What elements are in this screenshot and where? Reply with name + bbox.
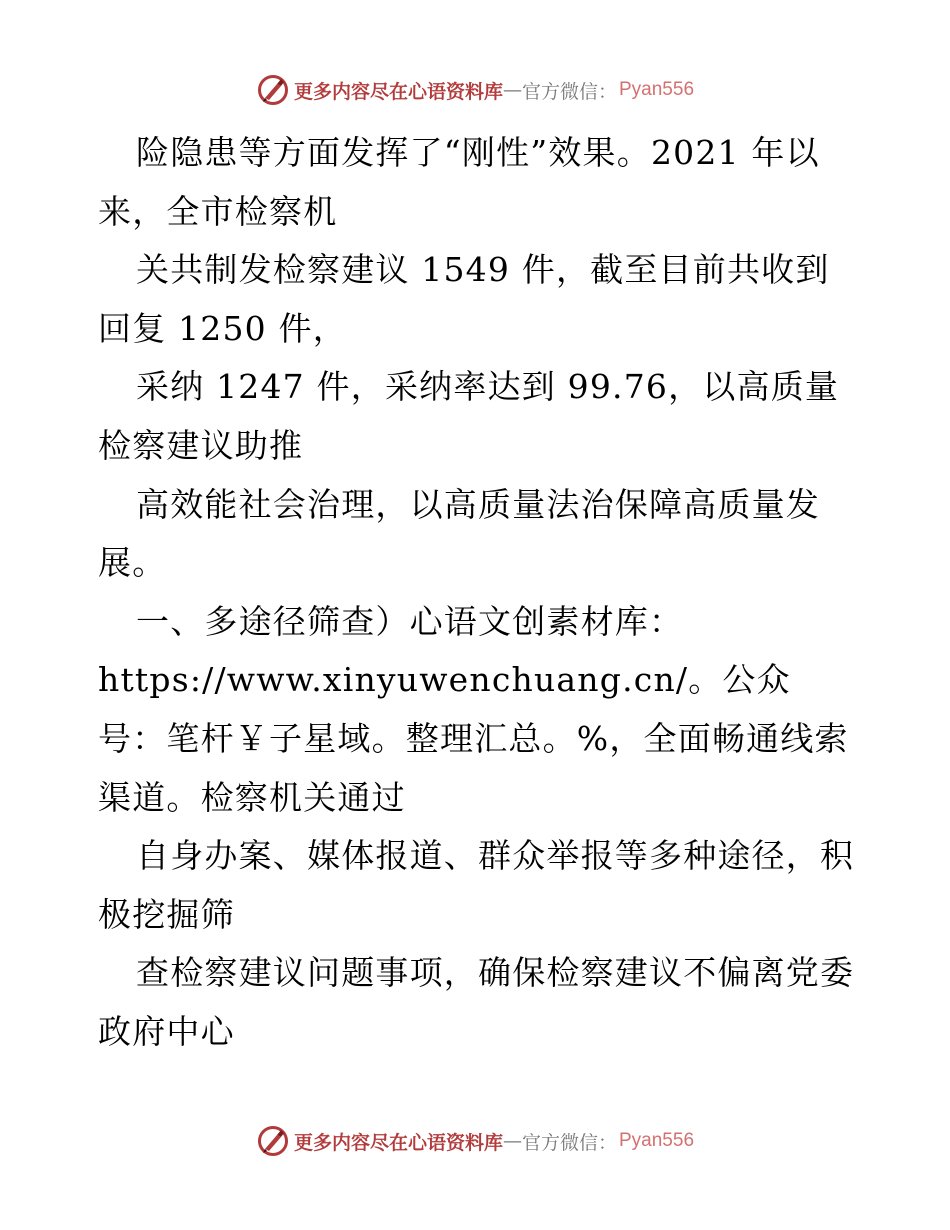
banner-dash: — xyxy=(502,79,522,101)
header-banner xyxy=(0,70,950,110)
pen-logo-icon xyxy=(256,1124,290,1158)
document-body xyxy=(98,124,858,1062)
banner-text xyxy=(294,1128,694,1155)
body-paragraph: 高效能社会治理，以高质量法治保障高质量发展。 xyxy=(98,484,820,583)
body-paragraph: 关共制发检察建议 1549 件，截至目前共收到回复 1250 件， xyxy=(98,250,830,348)
pen-logo-icon xyxy=(256,73,290,107)
banner-title: 更多内容尽在心语资料库 xyxy=(293,80,503,103)
body-paragraph: 一、多途径筛查）心语文创素材库：https://www.xinyuwenchuang.cn/。公众号：笔杆￥子星域。整理汇总。%，全面畅通线索渠道。检察机关通过 xyxy=(98,601,849,817)
banner-dash: — xyxy=(502,1130,522,1152)
body-paragraph: 采纳 1247 件，采纳率达到 99.76，以高质量检察建议助推 xyxy=(98,367,840,465)
footer-banner xyxy=(0,1121,950,1161)
body-paragraph: 查检察建议问题事项，确保检察建议不偏离党委政府中心 xyxy=(98,953,855,1051)
banner-title: 更多内容尽在心语资料库 xyxy=(293,1131,503,1154)
banner-wechat-label: 官方微信： xyxy=(521,1131,617,1154)
body-paragraph: 自身办案、媒体报道、群众举报等多种途径，积极挖掘筛 xyxy=(98,836,855,934)
banner-wechat-id: Pyan556 xyxy=(619,1130,695,1151)
banner-wechat-label: 官方微信： xyxy=(521,80,617,103)
banner-text xyxy=(294,77,694,104)
banner-wechat-id: Pyan556 xyxy=(619,79,695,100)
body-paragraph: 险隐患等方面发挥了“刚性”效果。2021 年以来，全市检察机 xyxy=(98,133,820,231)
